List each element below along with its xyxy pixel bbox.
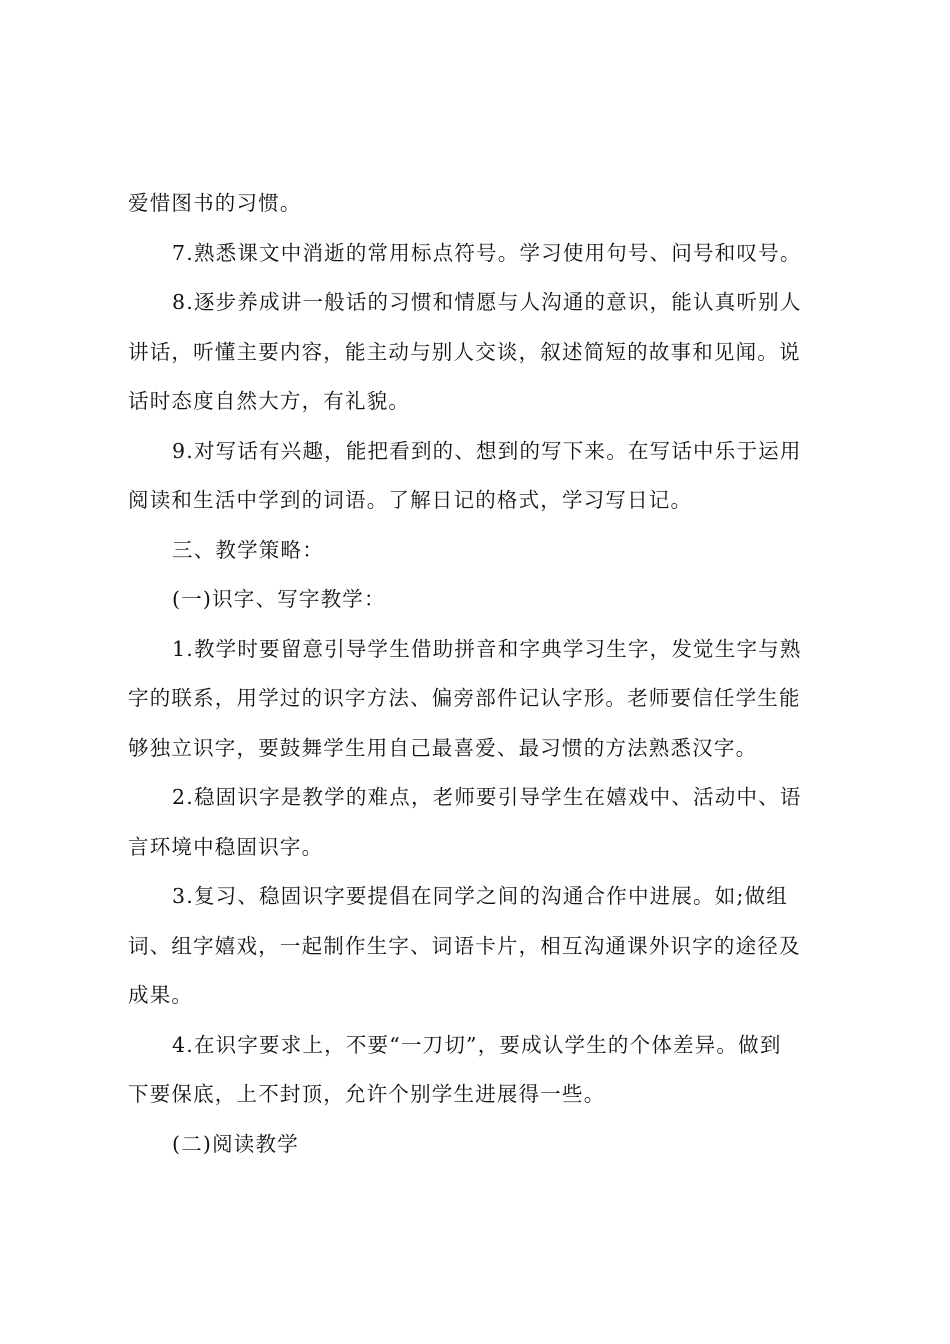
paragraph-item-9	[128, 427, 832, 526]
subsection-heading-2	[128, 1120, 832, 1170]
text-line: 词、组字嬉戏，一起制作生字、词语卡片，相互沟通课外识字的途径及	[128, 933, 801, 958]
paragraph-strategy-3	[128, 872, 832, 1021]
paragraph-item-8	[128, 278, 832, 427]
paragraph-strategy-4	[128, 1021, 832, 1120]
subsection-heading-1	[128, 575, 832, 625]
paragraph-strategy-1	[128, 625, 832, 774]
text-line: 够独立识字，要鼓舞学生用自己最喜爱、最习惯的方法熟悉汉字。	[128, 735, 758, 760]
text-line: (二)阅读教学	[172, 1131, 299, 1156]
text-line: 9.对写话有兴趣，能把看到的、想到的写下来。在写话中乐于运用	[172, 438, 802, 463]
text-line: 2.稳固识字是教学的难点，老师要引导学生在嬉戏中、活动中、语	[172, 785, 802, 809]
text-line: 成果。	[128, 983, 194, 1007]
text-line: 8.逐步养成讲一般话的习惯和情愿与人沟通的意识，能认真听别人	[172, 290, 802, 314]
text-line: 言环境中稳固识字。	[128, 834, 324, 859]
paragraph-strategy-2	[128, 773, 832, 872]
text-line: 下要保底，上不封顶，允许个别学生进展得一些。	[128, 1082, 606, 1106]
text-line: 讲话，听懂主要内容，能主动与别人交谈，叙述简短的故事和见闻。说	[128, 339, 801, 364]
paragraph-item-7	[128, 229, 832, 279]
text-line: 三、教学策略：	[172, 537, 324, 562]
section-heading	[128, 526, 832, 576]
text-line: 字的联系，用学过的识字方法、偏旁部件记认字形。老师要信任学生能	[128, 686, 801, 710]
text-line: (一)识字、写字教学：	[172, 587, 386, 611]
text-line: 7.熟悉课文中消逝的常用标点符号。学习使用句号、问号和叹号。	[172, 240, 802, 265]
document-body	[128, 179, 832, 1169]
text-line: 3.复习、稳固识字要提倡在同学之间的沟通合作中进展。如;做组	[172, 884, 788, 908]
text-line: 4.在识字要求上，不要“一刀切”，要成认学生的个体差异。做到	[172, 1032, 782, 1057]
text-line: 阅读和生活中学到的词语。了解日记的格式，学习写日记。	[128, 488, 693, 512]
paragraph-continuation	[128, 179, 832, 229]
text-line: 爱惜图书的习惯。	[128, 191, 302, 215]
text-line: 1.教学时要留意引导学生借助拼音和字典学习生字，发觉生字与熟	[172, 636, 802, 661]
text-line: 话时态度自然大方，有礼貌。	[128, 389, 411, 413]
